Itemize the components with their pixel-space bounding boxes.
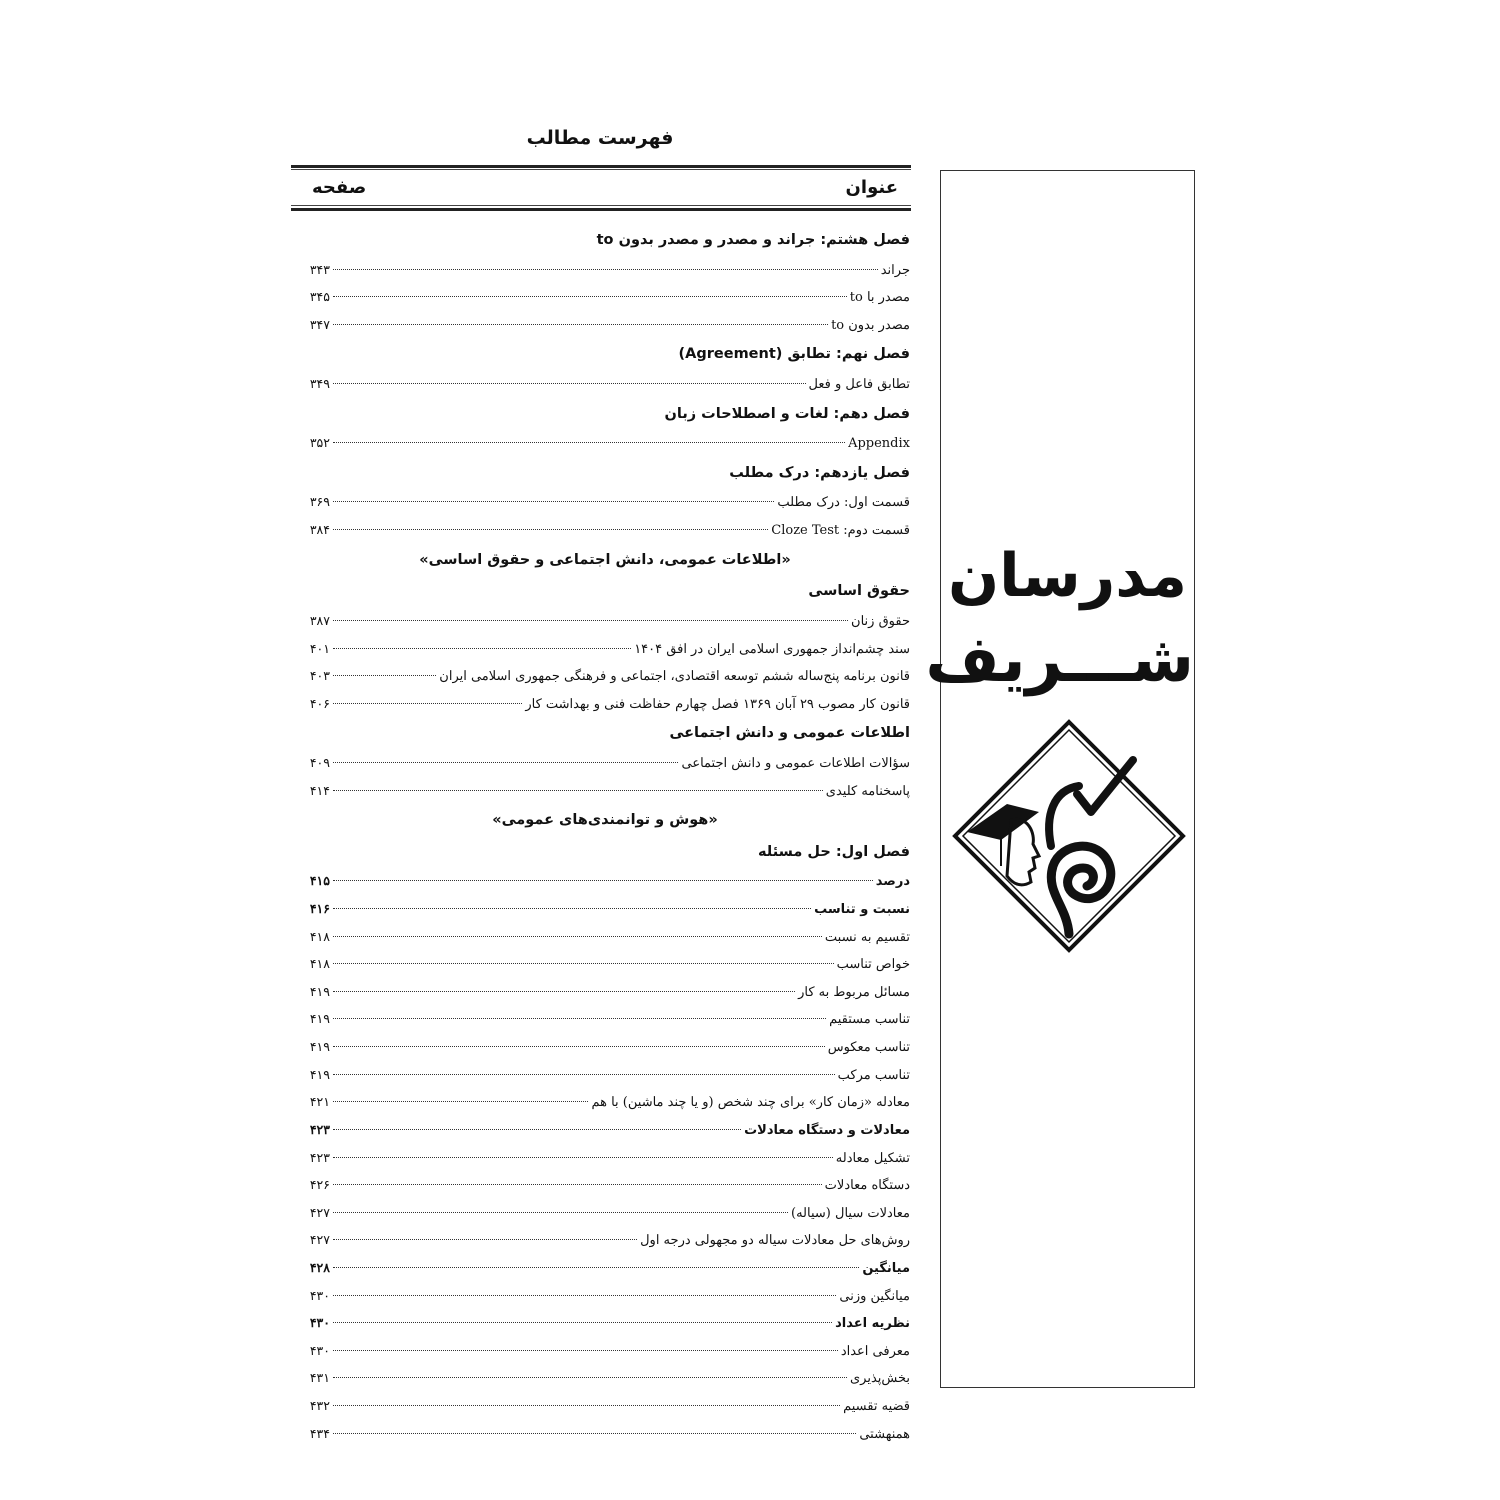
leader-dots [333,383,806,384]
leader-dots [333,1377,847,1378]
section-heading: فصل نهم: تطابق (Agreement) [678,346,910,363]
entry-title: قانون برنامه پنج‌ساله ششم توسعه اقتصادی، اجتماعی و فرهنگی جمهوری اسلامی ایران [439,669,910,685]
entry-page: ۴۱۹ [309,1066,330,1082]
entry-page: ۳۴۹ [309,376,330,392]
entry-title: تقسیم به نسبت [824,929,910,945]
toc-entry [300,779,910,803]
entry-page: ۳۵۲ [309,435,330,451]
toc-entry [300,1366,910,1390]
entry-page: ۴۳۰ [309,1342,330,1358]
toc-entry [300,285,910,309]
section-heading: فصل هشتم: جراند و مصدر و مصدر بدون to [596,232,910,248]
entry-page: ۴۳۲ [309,1397,330,1413]
entry-title: تناسب مستقیم [829,1012,910,1028]
leader-dots [333,1322,832,1323]
leader-dots [333,648,631,649]
toc-entry [300,490,910,514]
toc-entry [300,637,910,661]
entry-title: مصدر بدون to [831,317,910,333]
entry-title: تناسب مرکب [837,1067,910,1083]
entry-title: سند چشم‌انداز جمهوری اسلامی ایران در افق ۱۴۰۴ [634,641,910,657]
section-heading: فصل دهم: لغات و اصطلاحات زبان [664,405,910,422]
toc-entry [300,1201,910,1225]
toc-entry [300,1284,910,1308]
entry-page: ۴۲۳ [309,1149,330,1165]
leader-dots [333,675,436,676]
toc-entry [300,869,910,893]
entry-title: تشکیل معادله [835,1150,910,1166]
entry-page: ۴۲۷ [309,1232,330,1248]
leader-dots [333,269,878,270]
entry-page: ۴۱۵ [309,873,330,889]
publisher-sidebar [925,170,1195,1388]
entry-page: ۴۱۹ [309,983,330,999]
entry-page: ۳۸۷ [309,612,330,628]
leader-dots [333,908,811,909]
entry-page: ۴۰۶ [309,695,330,711]
entry-page: ۴۲۱ [309,1094,330,1110]
entry-title: معرفی اعداد [840,1343,910,1359]
entry-page: ۳۸۴ [309,522,330,538]
leader-dots [333,1295,836,1296]
header-bottom-rule [291,208,911,211]
toc-entry [300,1173,910,1197]
leader-dots [333,1157,833,1158]
toc-entry [300,431,910,455]
toc-entry [300,258,910,282]
section-heading: اطلاعات عمومی و دانش اجتماعی [669,725,910,742]
section-heading: فصل اول: حل مسئله [758,843,910,860]
entry-page: ۴۱۹ [309,1039,330,1055]
header-top-rule [291,165,911,168]
entry-title: میانگین وزنی [839,1288,910,1304]
toc-entry [300,1394,910,1418]
section-heading: فصل یازدهم: درک مطلب [729,464,910,481]
leader-dots [333,296,847,297]
entry-title: نسبت و تناسب [814,902,910,918]
entry-title: مسائل مربوط به کار [798,984,910,1000]
entry-title: تطابق فاعل و فعل [808,377,910,393]
toc-entry [300,313,910,337]
entry-title: نظریه اعداد [835,1316,910,1332]
entry-page: ۴۳۰ [309,1287,330,1303]
leader-dots [333,991,795,992]
leader-dots [333,1074,835,1075]
entry-title: معادلات و دستگاه معادلات [744,1122,910,1138]
leader-dots [333,1184,822,1185]
toc-entry [300,692,910,716]
leader-dots [333,790,823,791]
entry-title: میانگین [862,1260,910,1276]
entry-page: ۳۴۵ [309,289,330,305]
entry-title: حقوق زنان [851,613,910,629]
toc-entry [300,1146,910,1170]
toc-entry [300,1228,910,1252]
entry-title: Appendix [848,436,910,452]
toc-entry [300,609,910,633]
toc-entry [300,952,910,976]
entry-title: پاسخنامه کلیدی [825,783,910,799]
toc-entry [300,897,910,921]
leader-dots [333,1267,859,1268]
entry-page: ۴۱۸ [309,956,330,972]
entry-title: قانون کار مصوب ۲۹ آبان ۱۳۶۹ فصل چهارم حفاظت فنی و بهداشت کار [525,696,910,712]
brand-name-line2: شـــریف [925,623,1194,697]
toc-entry [300,1035,910,1059]
entry-title: جراند [880,262,910,278]
leader-dots [333,1129,741,1130]
toc-entry [300,1339,910,1363]
leader-dots [333,1212,788,1213]
entry-title: معادله «زمان کار» برای چند شخص (و یا چند ماشین) با هم [591,1095,910,1111]
toc-entry [300,1063,910,1087]
entry-title: سؤالات اطلاعات عمومی و دانش اجتماعی [681,755,910,771]
entry-title: روش‌های حل معادلات سیاله دو مجهولی درجه اول [640,1233,910,1249]
entry-title: قضیه تقسیم [843,1398,910,1414]
leader-dots [333,620,848,621]
entry-title: قسمت اول: درک مطلب [777,495,910,511]
leader-dots [333,963,834,964]
section-heading: حقوق اساسی [808,583,910,600]
entry-title: درصد [875,874,910,890]
toc-entry [300,1311,910,1335]
title-column-label: عنوان [845,176,898,198]
toc-entry [300,1007,910,1031]
entry-page: ۴۳۰ [309,1315,330,1331]
leader-dots [333,442,845,443]
entry-page: ۴۰۹ [309,754,330,770]
entry-page: ۴۰۱ [309,640,330,656]
toc-entry [300,925,910,949]
toc-entry [300,980,910,1004]
entry-title: قسمت دوم: Cloze Test [771,523,910,539]
entry-title: معادلات سیال (سیاله) [791,1205,910,1221]
entry-page: ۴۰۳ [309,668,330,684]
leader-dots [333,703,522,704]
entry-page: ۴۳۴ [309,1425,330,1441]
entry-title: تناسب معکوس [827,1040,910,1056]
toc-entry [300,372,910,396]
entry-title: همنهشتی [859,1426,910,1442]
toc-entry [300,1256,910,1280]
leader-dots [333,762,678,763]
entry-page: ۳۴۳ [309,261,330,277]
entry-page: ۳۴۷ [309,316,330,332]
page-title: فهرست مطالب [526,127,674,149]
entry-page: ۴۱۸ [309,928,330,944]
entry-page: ۴۲۳ [309,1121,330,1137]
leader-dots [333,1018,826,1019]
toc-entry [300,518,910,542]
entry-title: مصدر با to [849,290,910,306]
part-heading: «اطلاعات عمومی، دانش اجتماعی و حقوق اساسی» [419,551,791,568]
entry-page: ۴۱۹ [309,1011,330,1027]
entry-page: ۴۳۱ [309,1370,330,1386]
leader-dots [333,529,768,530]
leader-dots [333,1350,838,1351]
leader-dots [333,880,873,881]
part-heading: «هوش و توانمندی‌های عمومی» [492,812,718,829]
brand-name-line1: مدرسان [947,541,1188,611]
leader-dots [333,1433,856,1434]
entry-title: دستگاه معادلات [824,1178,910,1194]
entry-page: ۴۱۶ [309,901,330,917]
leader-dots [333,1046,825,1047]
teacher-head-checkmark-logo-icon [949,716,1189,956]
entry-page: ۴۱۴ [309,782,330,798]
table-of-contents [300,226,910,1446]
leader-dots [333,1405,840,1406]
entry-title: خواص تناسب [836,957,910,973]
column-header [312,170,898,204]
leader-dots [333,324,828,325]
toc-entry [300,751,910,775]
leader-dots [333,1239,637,1240]
entry-page: ۴۲۷ [309,1204,330,1220]
leader-dots [333,936,822,937]
leader-dots [333,1101,588,1102]
entry-page: ۳۶۹ [309,494,330,510]
entry-page: ۴۲۸ [309,1259,330,1275]
toc-entry [300,664,910,688]
header-bottom-rule-thin [291,205,911,206]
page-column-label: صفحه [312,176,367,198]
leader-dots [333,501,774,502]
entry-page: ۴۲۶ [309,1177,330,1193]
entry-title: بخش‌پذیری [850,1371,910,1387]
toc-entry [300,1090,910,1114]
toc-entry [300,1422,910,1446]
toc-entry [300,1118,910,1142]
